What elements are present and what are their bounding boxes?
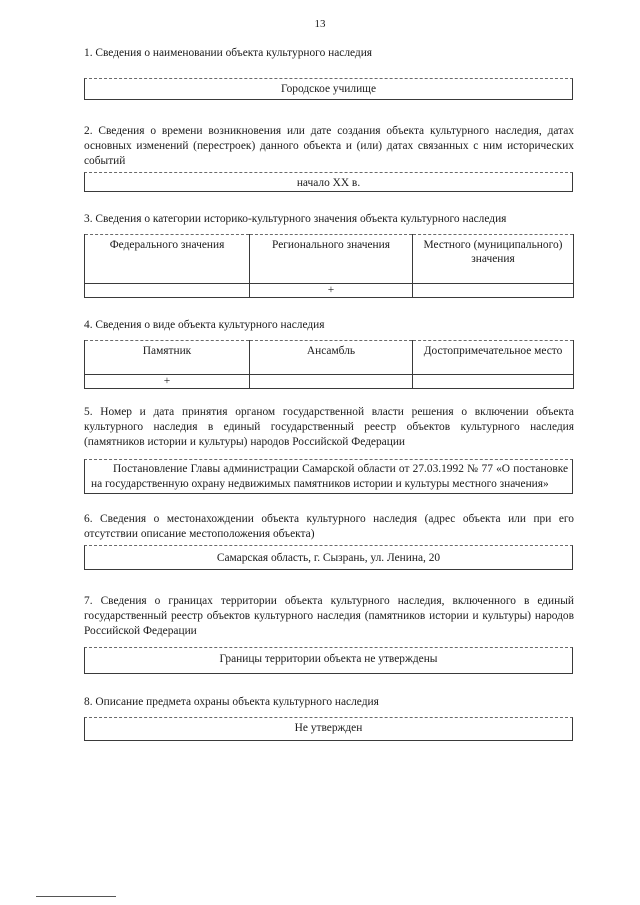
type-landmark-header: Достопримечательное место [413, 341, 574, 375]
section-5-value: Постановление Главы администрации Самарской области от 27.03.1992 № 77 «О постановке на государственную охрану недвижимых памятников истории и культуры местного значения» [84, 459, 573, 494]
type-monument-header: Памятник [85, 341, 250, 375]
category-regional-header: Регионального значения [250, 235, 413, 284]
section-8-value: Не утвержден [84, 717, 573, 741]
category-local-header: Местного (муниципального) значения [413, 235, 574, 284]
category-header-row [85, 235, 574, 284]
section-1-heading: 1. Сведения о наименовании объекта культурного наследия [84, 47, 373, 59]
type-ensemble-mark [250, 375, 413, 389]
section-8-heading: 8. Описание предмета охраны объекта культурного наследия [84, 696, 379, 708]
section-7-value: Границы территории объекта не утверждены [84, 647, 573, 674]
category-regional-mark: + [250, 284, 413, 298]
section-6-heading: 6. Сведения о местонахождении объекта культурного наследия (адрес объекта или при его отсутствии описание местоположения объекта) [84, 513, 574, 540]
type-table [84, 340, 574, 389]
type-landmark-mark [413, 375, 574, 389]
section-4-heading: 4. Сведения о виде объекта культурного наследия [84, 319, 325, 331]
section-5-heading: 5. Номер и дата принятия органом государственной власти решения о включении объекта культурного наследия в единый государственный реестр объектов культурного наследия (памятников истории и культуры) народов Российской Федерации [84, 406, 574, 448]
category-table [84, 234, 574, 298]
section-2-heading: 2. Сведения о времени возникновения или дате создания объекта культурного наследия, датах основных изменений (перестроек) данного объекта и (или) датах связанных с ним исторических событий [84, 125, 574, 167]
page-number: 13 [314, 18, 326, 30]
type-monument-mark: + [85, 375, 250, 389]
type-mark-row [85, 375, 574, 389]
section-3-heading: 3. Сведения о категории историко-культурного значения объекта культурного наследия [84, 213, 507, 225]
section-1-value: Городское училище [84, 78, 573, 100]
section-6-value: Самарская область, г. Сызрань, ул. Ленина, 20 [84, 545, 573, 570]
category-mark-row [85, 284, 574, 298]
category-federal-mark [85, 284, 250, 298]
section-2-value: начало XX в. [84, 172, 573, 192]
category-local-mark [413, 284, 574, 298]
section-7-heading: 7. Сведения о границах территории объекта культурного наследия, включенного в единый государственный реестр объектов культурного наследия (памятников истории и культуры) народов Российской Федерации [84, 595, 574, 637]
category-federal-header: Федерального значения [85, 235, 250, 284]
type-ensemble-header: Ансамбль [250, 341, 413, 375]
type-header-row [85, 341, 574, 375]
footer-rule [36, 896, 116, 897]
